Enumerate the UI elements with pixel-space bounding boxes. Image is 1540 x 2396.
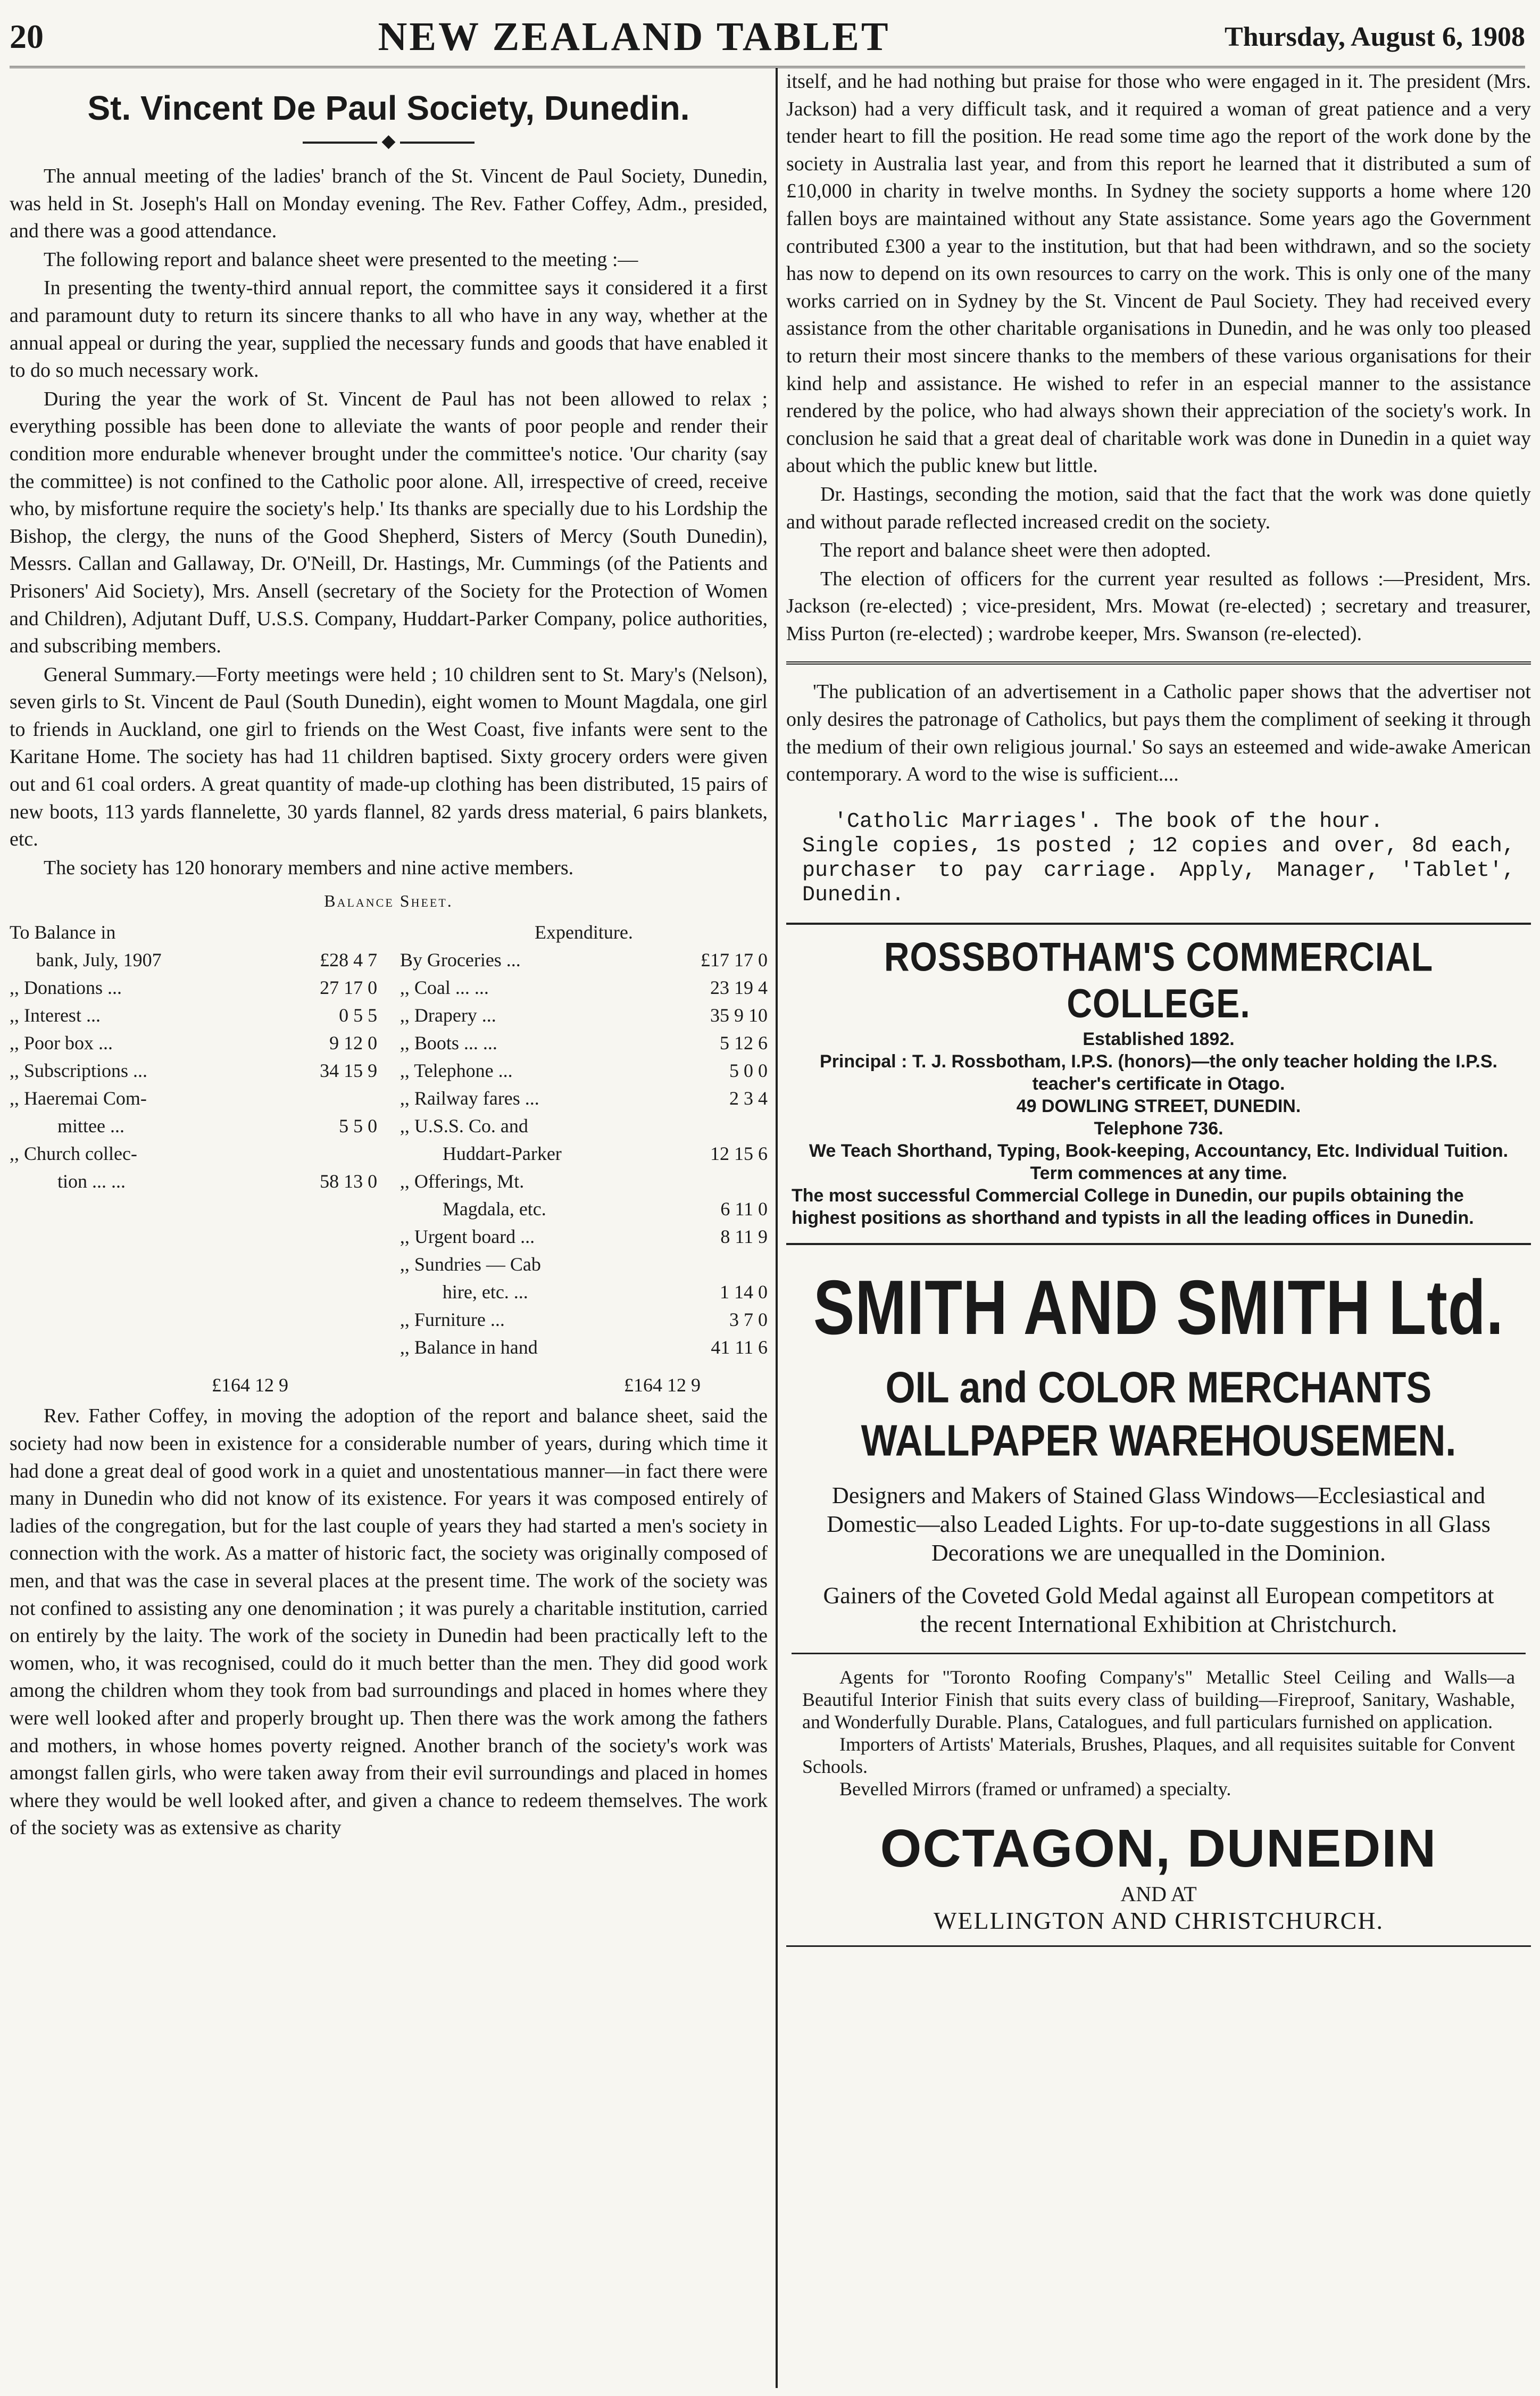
table-row: ,, Church collec- [10, 1143, 137, 1165]
location-headline: OCTAGON, DUNEDIN [880, 1818, 1437, 1878]
article-body-continued [10, 1403, 768, 1842]
table-row: ,, Urgent board ... 8 11 9 [399, 1226, 768, 1248]
table-row: By Groceries ... £17 17 0 [399, 949, 768, 971]
principal-line: Principal : T. J. Rossbotham, I.P.S. (honors)—the only teacher holding the I.P.S. teacher's certificate in Otago. [820, 1051, 1497, 1094]
paragraph: In presenting the twenty-third annual report, the committee says it considered it a first and paramount duty to return its sincere thanks to all who have in any way, whether at the annual appeal or during the year, supplied the necessary funds and goods that have enabled it to do so much necessary work. [10, 277, 768, 382]
table-row: hire, etc. ... 1 14 0 [442, 1281, 768, 1303]
expenditure-heading: Expenditure. [534, 922, 633, 943]
paragraph: The election of officers for the current year resulted as follows :—President, Mrs. Jackson (re-elected) ; vice-president, Mrs. Mowat (re-elected) ; secretary and treasurer, Miss Purton (re-elected) ; wardrobe keeper, Mrs. Swanson (re-elected). [786, 567, 1531, 645]
notice-details: Single copies, 1s posted ; 12 copies and over, 8d each, purchaser to pay carriage. Apply, Manager, 'Tablet', Dunedin. [802, 834, 1515, 907]
table-row: Huddart-Parker 12 15 6 [442, 1143, 768, 1165]
table-row: ,, Subscriptions ... 34 15 9 [10, 1060, 378, 1082]
company-name: SMITH AND SMITH Ltd. [813, 1264, 1504, 1351]
table-row: ,, Balance in hand 41 11 6 [399, 1337, 768, 1358]
table-row: ,, Furniture ... 3 7 0 [399, 1309, 768, 1331]
paragraph: The following report and balance sheet were presented to the meeting :— [44, 248, 638, 271]
table-row: ,, Poor box ... 9 12 0 [10, 1032, 378, 1054]
left-column [10, 68, 768, 2388]
table-row: ,, Telephone ... 5 0 0 [399, 1060, 768, 1082]
paragraph: Dr. Hastings, seconding the motion, said that the fact that the work was done quietly and without parade reflected increased credit on the society. [786, 483, 1531, 533]
column-divider [776, 68, 778, 2388]
table-row: ,, Boots ... ... 5 12 6 [399, 1032, 768, 1054]
article-continuation [786, 68, 1531, 648]
branch-cities: WELLINGTON AND CHRISTCHURCH. [933, 1906, 1384, 1934]
designers-text: Designers and Makers of Stained Glass Windows—Ecclesiastical and Domestic—also Leaded Lights. For up-to-date suggestions in all Glass Decorations we are unequalled in the Dominion. [827, 1482, 1491, 1566]
total-expenditure: £164 12 9 [624, 1374, 701, 1396]
telephone-line: Telephone 736. [1094, 1118, 1223, 1139]
running-header [10, 7, 1525, 68]
table-row: ,, Sundries — Cab [399, 1254, 541, 1275]
mirrors-text: Bevelled Mirrors (framed or unframed) a specialty. [839, 1778, 1231, 1800]
title-ornament: ◆ [10, 131, 768, 152]
and-at-text: AND AT [1120, 1881, 1197, 1906]
page-number: 20 [10, 18, 44, 55]
established-line: Established 1892. [1083, 1029, 1235, 1049]
masthead-title: NEW ZEALAND TABLET [378, 14, 890, 59]
advertising-quote: 'The publication of an advertisement in a Catholic paper shows that the advertiser not only desires the patronage of Catholics, but pays them the compliment of seeking it through the medium of their own religious journal.' So says an esteemed and wide-awake American contemporary. A word to the wise is sufficient.... [786, 681, 1531, 786]
catholic-marriages-notice [802, 810, 1515, 908]
table-row: bank, July, 1907 £28 4 7 [36, 949, 378, 971]
table-row: mittee ... 5 5 0 [57, 1115, 378, 1137]
receipts-column [10, 918, 377, 1361]
section-divider [786, 661, 1531, 665]
paragraph: The annual meeting of the ladies' branch of the St. Vincent de Paul Society, Dunedin, was held in St. Joseph's Hall on Monday evening. The Rev. Father Coffey, Adm., presided, and there was a good attendance. [10, 165, 768, 243]
medal-text: Gainers of the Coveted Gold Medal against all European competitors at the recent International Exhibition at Christchurch. [823, 1582, 1494, 1637]
paragraph: General Summary.—Forty meetings were held ; 10 children sent to St. Mary's (Nelson), seven girls to St. Vincent de Paul (South Dunedin), eight women to Mount Magdala, one girl to friends in Auckland, one girl to friends on the West Coast, five infants were sent to the Karitane Home. The society has had 11 children baptised. Sixty grocery orders were given out and 61 coal orders. A great quantity of made-up clothing has been distributed, 15 pairs of new boots, 113 yards flannelette, 30 yards flannel, 82 yards dress material, 6 pairs blankets, etc. [10, 663, 768, 851]
table-row: To Balance in [10, 922, 116, 943]
table-row: ,, U.S.S. Co. and [399, 1115, 528, 1137]
table-row: ,, Drapery ... 35 9 10 [399, 1005, 768, 1026]
success-line: The most successful Commercial College in Dunedin, our pupils obtaining the highest positions as shorthand and typists in all the leading offices in Dunedin. [792, 1185, 1474, 1228]
table-row: ,, Interest ... 0 5 5 [10, 1005, 378, 1026]
article-body [10, 163, 768, 882]
table-row: ,, Offerings, Mt. [399, 1171, 525, 1192]
trade-line-2: WALLPAPER WAREHOUSEMEN. [861, 1416, 1456, 1465]
right-column [786, 68, 1531, 2388]
total-receipts: £164 12 9 [212, 1374, 288, 1396]
paragraph: During the year the work of St. Vincent de Paul has not been allowed to relax ; everything possible has been done to alleviate the wants of poor people and render their condition more endurable whenever brought under the committee's notice. 'Our charity (say the committee) is not confined to the Catholic poor alone. All, irrespective of creed, receive who, by misfortune require the society's help.' Its thanks are specially due to his Lordship the Bishop, the clergy, the nuns of the Good Shepherd, Sisters of Mercy (South Dunedin), Messrs. Callan and Gallaway, Dr. O'Neill, Dr. Hastings, Mr. Cummings (of the Patients and Prisoners' Aid Society), Mrs. Ansell (secretary of the Society for the Protection of Women and Children), Adjutant Duff, U.S.S. Company, Huddart-Parker Company, police authorities, and subscribing members. [10, 387, 768, 658]
issue-date: Thursday, August 6, 1908 [1225, 21, 1525, 52]
importers-text: Importers of Artists' Materials, Brushes, Plaques, and all requisites suitable for Convent Schools. [802, 1733, 1515, 1777]
agents-text: Agents for "Toronto Roofing Company's" Metallic Steel Ceiling and Walls—a Beautiful Interior Finish that suits every class of building—Fireproof, Sanitary, Washable, and Wonderfully Durable. Plans, Catalogues, and full particulars furnished on application. [802, 1666, 1515, 1732]
smith-advertisement [786, 1245, 1531, 1947]
article-title: St. Vincent De Paul Society, Dunedin. [87, 89, 690, 127]
balance-sheet-title: Balance Sheet. [324, 891, 453, 911]
paragraph: Rev. Father Coffey, in moving the adoption of the report and balance sheet, said the society had now been in existence for a considerable number of years, during which time it had done a great deal of good work in a quiet and unostentatious manner—in fact there were many in Dunedin who did not know of its existence. For years it was composed entirely of ladies of the congregation, but for the last couple of years they had started a men's society in connection with the work. As a matter of historic fact, the society was originally composed of men, and that was the case in several places at the present time. The work of the society was not confined to assisting any one denomination ; it was purely a charitable institution, carried on entirely by the laity. The work of the society in Dunedin had been practically left to the women, who, it was recognised, could do it much better than the men. They did good work among the children whom they took from bad surroundings and placed in homes where they were well looked after and properly brought up. Then there was the work among the fathers and mothers, in whose homes poverty reigned. Another branch of the society's work was amongst fallen girls, who were taken away from their evil surroundings and placed in homes where they would be well looked after, and given a chance to redeem themselves. The work of the society was as extensive as charity [10, 1405, 768, 1839]
table-row: tion ... ... 58 13 0 [57, 1171, 378, 1192]
expenditure-column [400, 918, 768, 1361]
table-row: ,, Haeremai Com- [10, 1088, 147, 1109]
table-row: ,, Donations ... 27 17 0 [10, 977, 378, 999]
paragraph: itself, and he had nothing but praise for those who were engaged in it. The president (Mrs. Jackson) had a very difficult task, and it required a woman of great patience and a very tender heart to fill the position. He read some time ago the report of the work done by the society in Australia last year, and from this report he learned that it distributed a sum of £10,000 in charity in twelve months. In Sydney the society supports a home where 120 fallen boys are maintained without any State assistance. Some years ago the Government contributed £300 a year to the institution, but that had been withdrawn, and so the society has now to depend on its own resources to carry on the work. This is only one of the many works carried on in Sydney by the St. Vincent de Paul Society. They had received every assistance from the other charitable organisations in Dunedin, and he was only too pleased to return their most sincere thanks to the members of these various organisations for their kind help and assistance. He wished to refer in an especial manner to the assistance rendered by the police, who had always shown their appreciation of the society's work. In conclusion he said that a great deal of charitable work was done in Dunedin in a quiet way about which the public knew but little. [786, 70, 1531, 477]
balance-totals [10, 1374, 768, 1396]
address-line: 49 DOWLING STREET, DUNEDIN. [1016, 1096, 1301, 1116]
table-row: ,, Coal ... ... 23 19 4 [399, 977, 768, 999]
table-row: ,, Railway fares ... 2 3 4 [399, 1088, 768, 1109]
ad-details [802, 1666, 1515, 1800]
rossbotham-advertisement [786, 923, 1531, 1245]
notice-headline: 'Catholic Marriages'. The book of the hour. [834, 809, 1384, 834]
courses-line: We Teach Shorthand, Typing, Book-keeping, Accountancy, Etc. Individual Tuition. Term commences at any time. [809, 1140, 1509, 1183]
balance-sheet [10, 918, 768, 1361]
ad-divider [792, 1653, 1526, 1654]
trade-line-1: OIL and COLOR MERCHANTS [885, 1363, 1432, 1412]
table-row: Magdala, etc. 6 11 0 [442, 1198, 768, 1220]
paragraph: The report and balance sheet were then adopted. [820, 539, 1211, 562]
college-name: ROSSBOTHAM'S COMMERCIAL COLLEGE. [884, 934, 1434, 1026]
paragraph: The society has 120 honorary members and nine active members. [44, 856, 574, 879]
